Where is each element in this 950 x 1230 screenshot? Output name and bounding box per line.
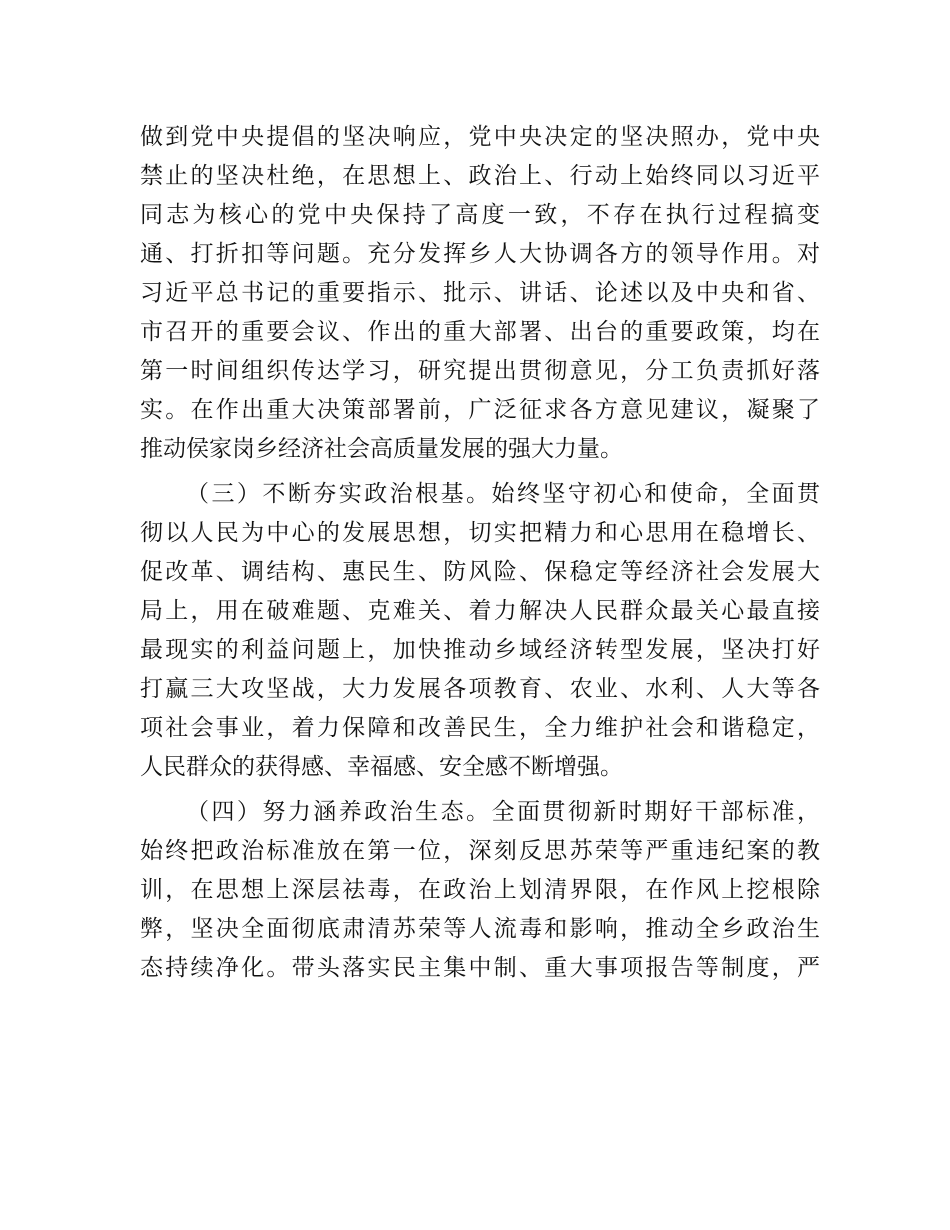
paragraph-1 — [140, 118, 820, 469]
text-line: 彻以人民为中心的发展思想，切实把精力和心思用在稳增长、 — [140, 520, 820, 546]
text-line: 始终把政治标准放在第一位，深刻反思苏荣等严重违纪案的教 — [140, 838, 820, 864]
text-line: 训，在思想上深层祛毒，在政治上划清界限，在作风上挖根除 — [140, 877, 820, 903]
text-line: 弊，坚决全面彻底肃清苏荣等人流毒和影响，推动全乡政治生 — [140, 916, 820, 942]
text-line: 做到党中央提倡的坚决响应，党中央决定的坚决照办，党中央 — [140, 124, 820, 150]
text-line: 项社会事业，着力保障和改善民生，全力维护社会和谐稳定， — [140, 715, 820, 741]
text-line: 习近平总书记的重要指示、批示、讲话、论述以及中央和省、 — [140, 280, 820, 306]
text-line: 态持续净化。带头落实民主集中制、重大事项报告等制度，严 — [140, 955, 820, 981]
text-line: 通、打折扣等问题。充分发挥乡人大协调各方的领导作用。对 — [140, 241, 820, 267]
text-line: 打赢三大攻坚战，大力发展各项教育、农业、水利、人大等各 — [140, 676, 820, 702]
section-heading-line: （三）不断夯实政治根基。始终坚守初心和使命，全面贯 — [186, 481, 820, 507]
text-line: 人民群众的获得感、幸福感、安全感不断增强。 — [140, 754, 623, 780]
text-line: 同志为核心的党中央保持了高度一致，不存在执行过程搞变 — [140, 202, 820, 228]
text-line: 实。在作出重大决策部署前，广泛征求各方意见建议，凝聚了 — [140, 397, 820, 423]
paragraph-2 — [140, 475, 820, 787]
text-line: 第一时间组织传达学习，研究提出贯彻意见，分工负责抓好落 — [140, 358, 820, 384]
text-line: 禁止的坚决杜绝，在思想上、政治上、行动上始终同以习近平 — [140, 163, 820, 189]
section-heading-line: （四）努力涵养政治生态。全面贯彻新时期好干部标准， — [186, 799, 820, 825]
text-line: 推动侯家岗乡经济社会高质量发展的强大力量。 — [140, 436, 623, 462]
document-body — [140, 118, 820, 988]
paragraph-3 — [140, 793, 820, 988]
text-line: 市召开的重要会议、作出的重大部署、出台的重要政策，均在 — [140, 319, 820, 345]
text-line: 促改革、调结构、惠民生、防风险、保稳定等经济社会发展大 — [140, 559, 820, 585]
text-line: 局上，用在破难题、克难关、着力解决人民群众最关心最直接 — [140, 598, 820, 624]
text-line: 最现实的利益问题上，加快推动乡域经济转型发展，坚决打好 — [140, 637, 820, 663]
